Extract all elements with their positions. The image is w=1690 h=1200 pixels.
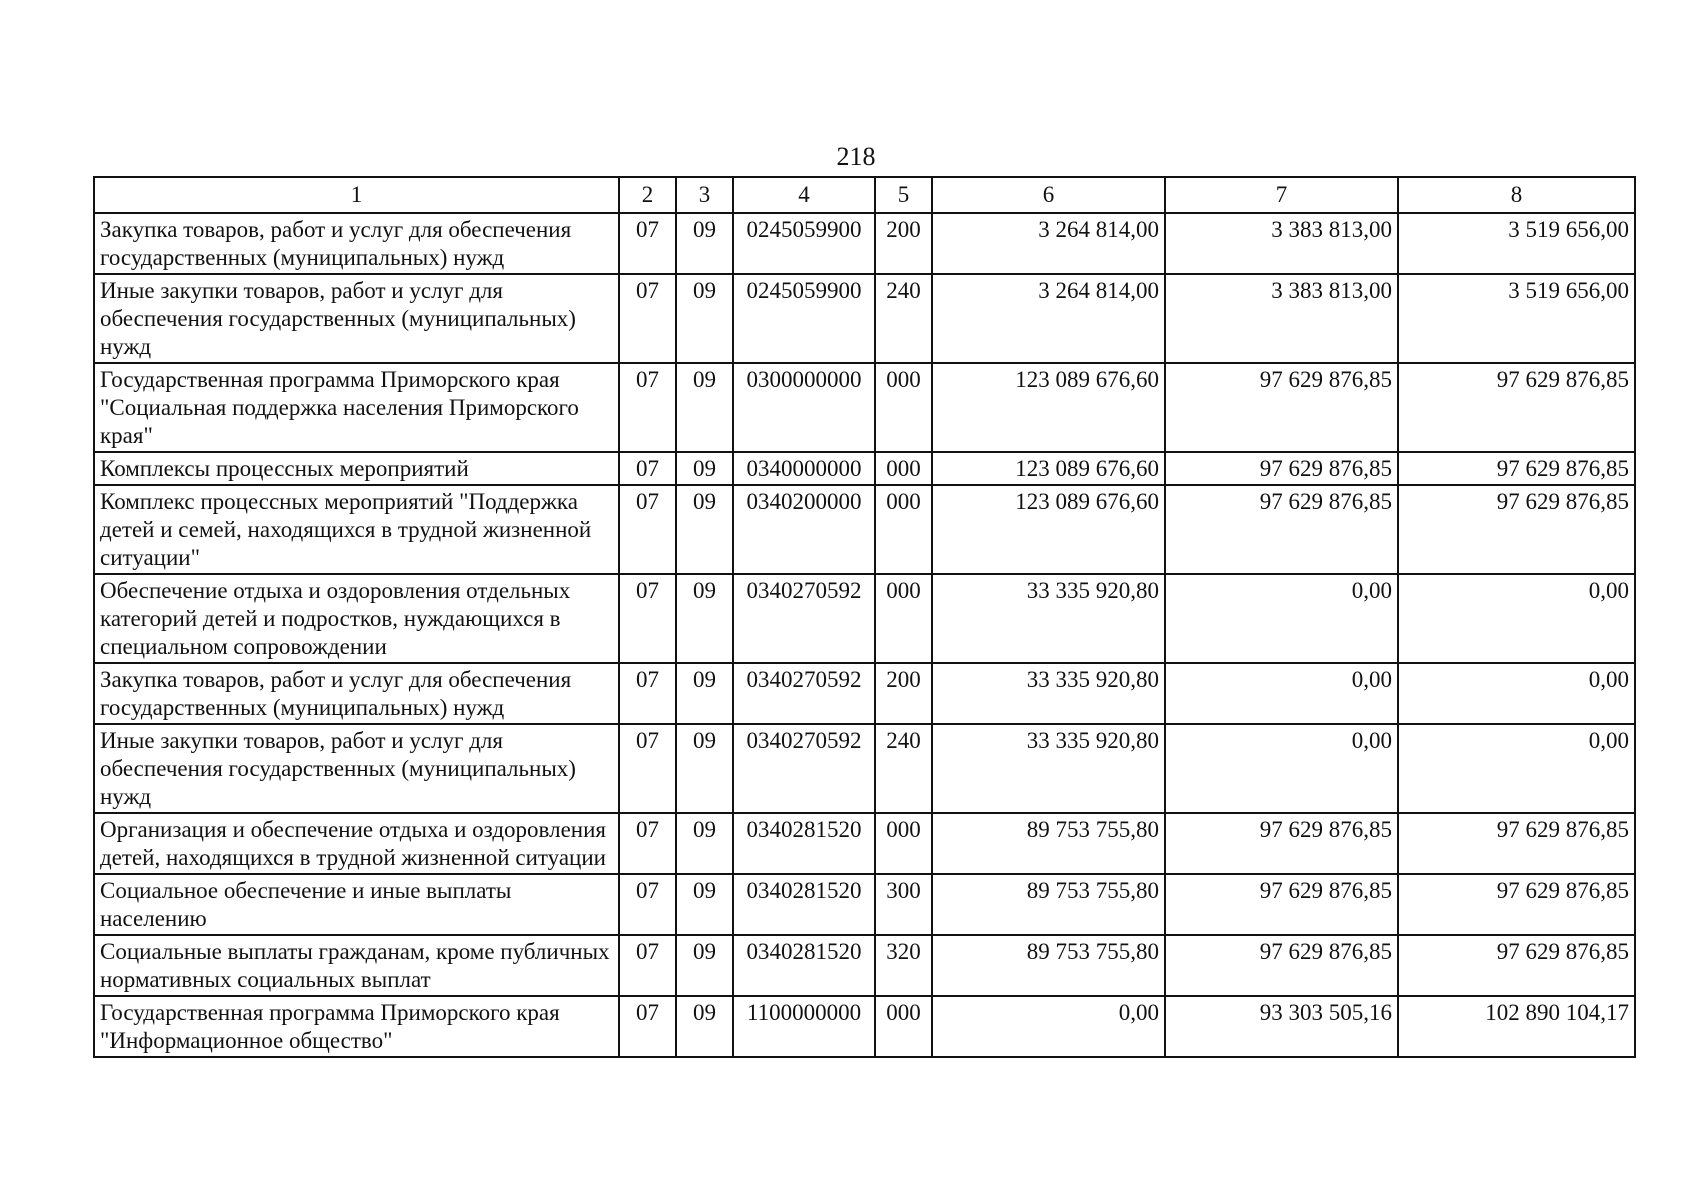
amount-cell-col6: 0,00 [932,996,1165,1057]
expense-type-code-cell: 300 [875,874,932,935]
expense-type-code-cell: 240 [875,274,932,363]
target-article-code-cell: 0245059900 [733,213,875,274]
amount-cell-col7: 97 629 876,85 [1165,874,1398,935]
subsection-code-cell: 09 [676,813,733,874]
table-row [94,274,1635,363]
table-row [94,363,1635,452]
amount-cell-col8: 3 519 656,00 [1398,274,1635,363]
expense-type-code-cell: 000 [875,363,932,452]
amount-cell-col6: 89 753 755,80 [932,874,1165,935]
subsection-code-cell: 09 [676,724,733,813]
section-code-cell: 07 [619,363,676,452]
target-article-code-cell: 0340270592 [733,574,875,663]
subsection-code-cell: 09 [676,485,733,574]
amount-cell-col6: 123 089 676,60 [932,363,1165,452]
target-article-code-cell: 0340270592 [733,663,875,724]
item-name-cell: Социальное обеспечение и иные выплаты населению [94,874,619,935]
amount-cell-col8: 0,00 [1398,574,1635,663]
target-article-code-cell: 0340281520 [733,813,875,874]
section-code-cell: 07 [619,874,676,935]
subsection-code-cell: 09 [676,996,733,1057]
amount-cell-col7: 97 629 876,85 [1165,452,1398,485]
amount-cell-col6: 33 335 920,80 [932,574,1165,663]
amount-cell-col8: 97 629 876,85 [1398,874,1635,935]
target-article-code-cell: 0340200000 [733,485,875,574]
amount-cell-col7: 0,00 [1165,724,1398,813]
item-name-cell: Закупка товаров, работ и услуг для обеспечения государственных (муниципальных) нужд [94,213,619,274]
section-code-cell: 07 [619,574,676,663]
section-code-cell: 07 [619,724,676,813]
item-name-cell: Организация и обеспечение отдыха и оздоровления детей, находящихся в трудной жизненной ситуации [94,813,619,874]
amount-cell-col6: 89 753 755,80 [932,935,1165,996]
section-code-cell: 07 [619,274,676,363]
column-header: 2 [619,177,676,213]
expense-type-code-cell: 000 [875,574,932,663]
expense-type-code-cell: 240 [875,724,932,813]
amount-cell-col8: 3 519 656,00 [1398,213,1635,274]
table-header [94,177,1635,213]
amount-cell-col6: 33 335 920,80 [932,724,1165,813]
item-name-cell: Государственная программа Приморского края "Информационное общество" [94,996,619,1057]
expense-type-code-cell: 320 [875,935,932,996]
table-row [94,935,1635,996]
column-header: 7 [1165,177,1398,213]
amount-cell-col8: 97 629 876,85 [1398,363,1635,452]
item-name-cell: Обеспечение отдыха и оздоровления отдельных категорий детей и подростков, нуждающихся в специальном сопровождении [94,574,619,663]
target-article-code-cell: 0340000000 [733,452,875,485]
amount-cell-col7: 0,00 [1165,663,1398,724]
table-row [94,574,1635,663]
amount-cell-col7: 93 303 505,16 [1165,996,1398,1057]
item-name-cell: Государственная программа Приморского края "Социальная поддержка населения Приморского края" [94,363,619,452]
column-header: 5 [875,177,932,213]
amount-cell-col7: 97 629 876,85 [1165,485,1398,574]
section-code-cell: 07 [619,485,676,574]
amount-cell-col8: 97 629 876,85 [1398,452,1635,485]
subsection-code-cell: 09 [676,452,733,485]
section-code-cell: 07 [619,813,676,874]
subsection-code-cell: 09 [676,363,733,452]
amount-cell-col8: 97 629 876,85 [1398,935,1635,996]
amount-cell-col7: 3 383 813,00 [1165,274,1398,363]
amount-cell-col8: 97 629 876,85 [1398,485,1635,574]
amount-cell-col6: 3 264 814,00 [932,213,1165,274]
item-name-cell: Иные закупки товаров, работ и услуг для обеспечения государственных (муниципальных) нужд [94,274,619,363]
amount-cell-col7: 97 629 876,85 [1165,363,1398,452]
item-name-cell: Комплекс процессных мероприятий "Поддержка детей и семей, находящихся в трудной жизненной ситуации" [94,485,619,574]
section-code-cell: 07 [619,935,676,996]
expense-type-code-cell: 000 [875,813,932,874]
expense-type-code-cell: 000 [875,485,932,574]
table-row [94,724,1635,813]
item-name-cell: Иные закупки товаров, работ и услуг для обеспечения государственных (муниципальных) нужд [94,724,619,813]
page-number: 218 [836,142,876,171]
table-row [94,485,1635,574]
column-header: 8 [1398,177,1635,213]
subsection-code-cell: 09 [676,274,733,363]
column-header: 1 [94,177,619,213]
table-row [94,996,1635,1057]
section-code-cell: 07 [619,996,676,1057]
column-header: 4 [733,177,875,213]
subsection-code-cell: 09 [676,874,733,935]
target-article-code-cell: 0340281520 [733,935,875,996]
item-name-cell: Комплексы процессных мероприятий [94,452,619,485]
amount-cell-col6: 123 089 676,60 [932,452,1165,485]
amount-cell-col6: 123 089 676,60 [932,485,1165,574]
amount-cell-col6: 89 753 755,80 [932,813,1165,874]
expense-type-code-cell: 200 [875,213,932,274]
target-article-code-cell: 0300000000 [733,363,875,452]
subsection-code-cell: 09 [676,935,733,996]
expense-type-code-cell: 000 [875,996,932,1057]
target-article-code-cell: 1100000000 [733,996,875,1057]
amount-cell-col6: 3 264 814,00 [932,274,1165,363]
amount-cell-col7: 97 629 876,85 [1165,935,1398,996]
amount-cell-col7: 0,00 [1165,574,1398,663]
subsection-code-cell: 09 [676,213,733,274]
table-row [94,452,1635,485]
expense-type-code-cell: 200 [875,663,932,724]
table-body [94,213,1635,1057]
subsection-code-cell: 09 [676,663,733,724]
table-row [94,874,1635,935]
section-code-cell: 07 [619,663,676,724]
table-row [94,663,1635,724]
table-row [94,213,1635,274]
expense-type-code-cell: 000 [875,452,932,485]
amount-cell-col6: 33 335 920,80 [932,663,1165,724]
amount-cell-col7: 3 383 813,00 [1165,213,1398,274]
budget-table [93,176,1636,1058]
header-row [94,177,1635,213]
target-article-code-cell: 0340270592 [733,724,875,813]
amount-cell-col7: 97 629 876,85 [1165,813,1398,874]
target-article-code-cell: 0245059900 [733,274,875,363]
target-article-code-cell: 0340281520 [733,874,875,935]
item-name-cell: Закупка товаров, работ и услуг для обеспечения государственных (муниципальных) нужд [94,663,619,724]
column-header: 3 [676,177,733,213]
amount-cell-col8: 0,00 [1398,724,1635,813]
section-code-cell: 07 [619,213,676,274]
amount-cell-col8: 97 629 876,85 [1398,813,1635,874]
item-name-cell: Социальные выплаты гражданам, кроме публичных нормативных социальных выплат [94,935,619,996]
section-code-cell: 07 [619,452,676,485]
amount-cell-col8: 102 890 104,17 [1398,996,1635,1057]
table-row [94,813,1635,874]
amount-cell-col8: 0,00 [1398,663,1635,724]
column-header: 6 [932,177,1165,213]
subsection-code-cell: 09 [676,574,733,663]
